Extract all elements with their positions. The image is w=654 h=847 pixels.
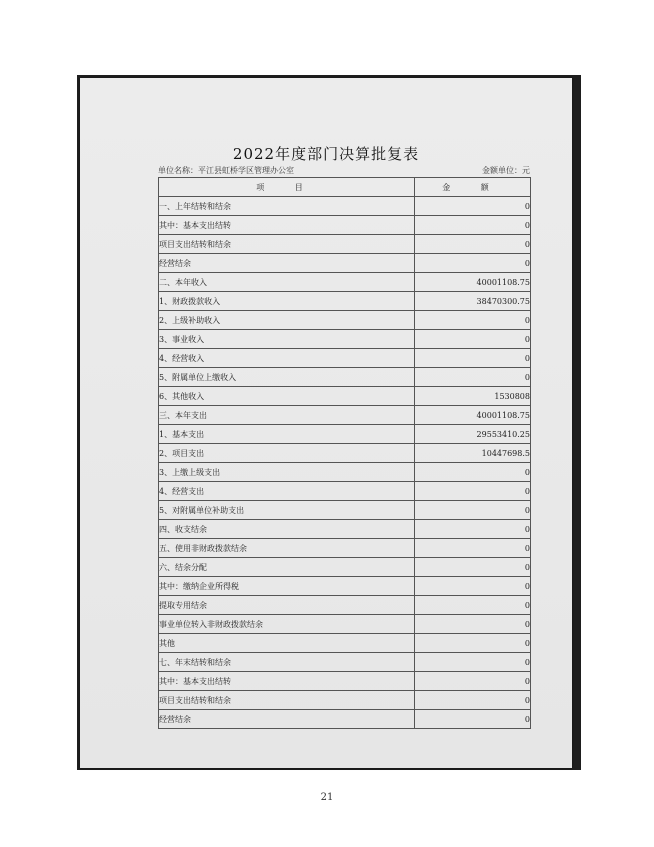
row-label: 2、上级补助收入: [159, 311, 415, 330]
table-row: [159, 672, 531, 691]
row-amount: 0: [415, 710, 531, 729]
row-amount: 0: [415, 596, 531, 615]
table-row: [159, 482, 531, 501]
row-label: 一、上年结转和结余: [159, 197, 415, 216]
row-label: 3、上缴上级支出: [159, 463, 415, 482]
row-amount: 0: [415, 653, 531, 672]
row-amount: 0: [415, 615, 531, 634]
table-row: [159, 577, 531, 596]
header-item: 项 目: [159, 178, 415, 197]
table-row: [159, 330, 531, 349]
row-label: 4、经营支出: [159, 482, 415, 501]
table-row: [159, 311, 531, 330]
table-row: [159, 349, 531, 368]
amount-unit: 金额单位：元: [482, 166, 530, 175]
row-amount: 0: [415, 539, 531, 558]
row-label: 三、本年支出: [159, 406, 415, 425]
row-label: 4、经营收入: [159, 349, 415, 368]
row-amount: 0: [415, 368, 531, 387]
row-amount: 0: [415, 558, 531, 577]
row-amount: 29553410.25: [415, 425, 531, 444]
row-amount: 0: [415, 463, 531, 482]
row-label: 2、项目支出: [159, 444, 415, 463]
table-row: [159, 558, 531, 577]
row-amount: 1530808: [415, 387, 531, 406]
row-label: 6、其他收入: [159, 387, 415, 406]
table-row: [159, 273, 531, 292]
row-amount: 0: [415, 501, 531, 520]
budget-table: [158, 177, 531, 729]
row-amount: 0: [415, 330, 531, 349]
row-label: 5、附属单位上缴收入: [159, 368, 415, 387]
row-label: 经营结余: [159, 710, 415, 729]
row-amount: 10447698.5: [415, 444, 531, 463]
table-row: [159, 235, 531, 254]
row-amount: 38470300.75: [415, 292, 531, 311]
row-amount: 0: [415, 235, 531, 254]
row-label: 项目支出结转和结余: [159, 235, 415, 254]
row-label: 其中：基本支出结转: [159, 216, 415, 235]
table-row: [159, 216, 531, 235]
row-label: 5、对附属单位补助支出: [159, 501, 415, 520]
row-amount: 0: [415, 634, 531, 653]
table-row: [159, 197, 531, 216]
row-label: 1、财政拨款收入: [159, 292, 415, 311]
row-label: 七、年末结转和结余: [159, 653, 415, 672]
row-label: 3、事业收入: [159, 330, 415, 349]
table-row: [159, 710, 531, 729]
table-row: [159, 406, 531, 425]
row-amount: 0: [415, 577, 531, 596]
row-label: 提取专用结余: [159, 596, 415, 615]
row-amount: 0: [415, 216, 531, 235]
table-row: [159, 653, 531, 672]
unit-name: 单位名称：平江县虹桥学区管理办公室: [158, 166, 294, 175]
row-label: 五、使用非财政拨款结余: [159, 539, 415, 558]
row-amount: 0: [415, 520, 531, 539]
document-title: 2022年度部门决算批复表: [232, 145, 420, 163]
row-label: 1、基本支出: [159, 425, 415, 444]
row-amount: 0: [415, 254, 531, 273]
table-row: [159, 387, 531, 406]
table-row: [159, 425, 531, 444]
row-amount: 40001108.75: [415, 273, 531, 292]
table-row: [159, 501, 531, 520]
row-label: 其他: [159, 634, 415, 653]
table-row: [159, 596, 531, 615]
row-amount: 0: [415, 672, 531, 691]
table-row: [159, 634, 531, 653]
row-label: 事业单位转入非财政拨款结余: [159, 615, 415, 634]
row-label: 项目支出结转和结余: [159, 691, 415, 710]
row-amount: 40001108.75: [415, 406, 531, 425]
row-label: 其中：基本支出结转: [159, 672, 415, 691]
table-row: [159, 444, 531, 463]
row-label: 二、本年收入: [159, 273, 415, 292]
table-row: [159, 254, 531, 273]
table-header-row: [159, 178, 531, 197]
table-row: [159, 463, 531, 482]
table-row: [159, 691, 531, 710]
row-amount: 0: [415, 311, 531, 330]
row-amount: 0: [415, 482, 531, 501]
row-label: 六、结余分配: [159, 558, 415, 577]
row-amount: 0: [415, 691, 531, 710]
page-number: 21: [320, 792, 334, 803]
table-row: [159, 520, 531, 539]
table-row: [159, 292, 531, 311]
row-label: 四、收支结余: [159, 520, 415, 539]
header-amount: 金 额: [415, 178, 531, 197]
row-label: 其中：缴纳企业所得税: [159, 577, 415, 596]
row-label: 经营结余: [159, 254, 415, 273]
table-row: [159, 615, 531, 634]
table-row: [159, 539, 531, 558]
table-row: [159, 368, 531, 387]
table-body: [159, 197, 531, 729]
document-page: [80, 78, 572, 768]
row-amount: 0: [415, 197, 531, 216]
row-amount: 0: [415, 349, 531, 368]
